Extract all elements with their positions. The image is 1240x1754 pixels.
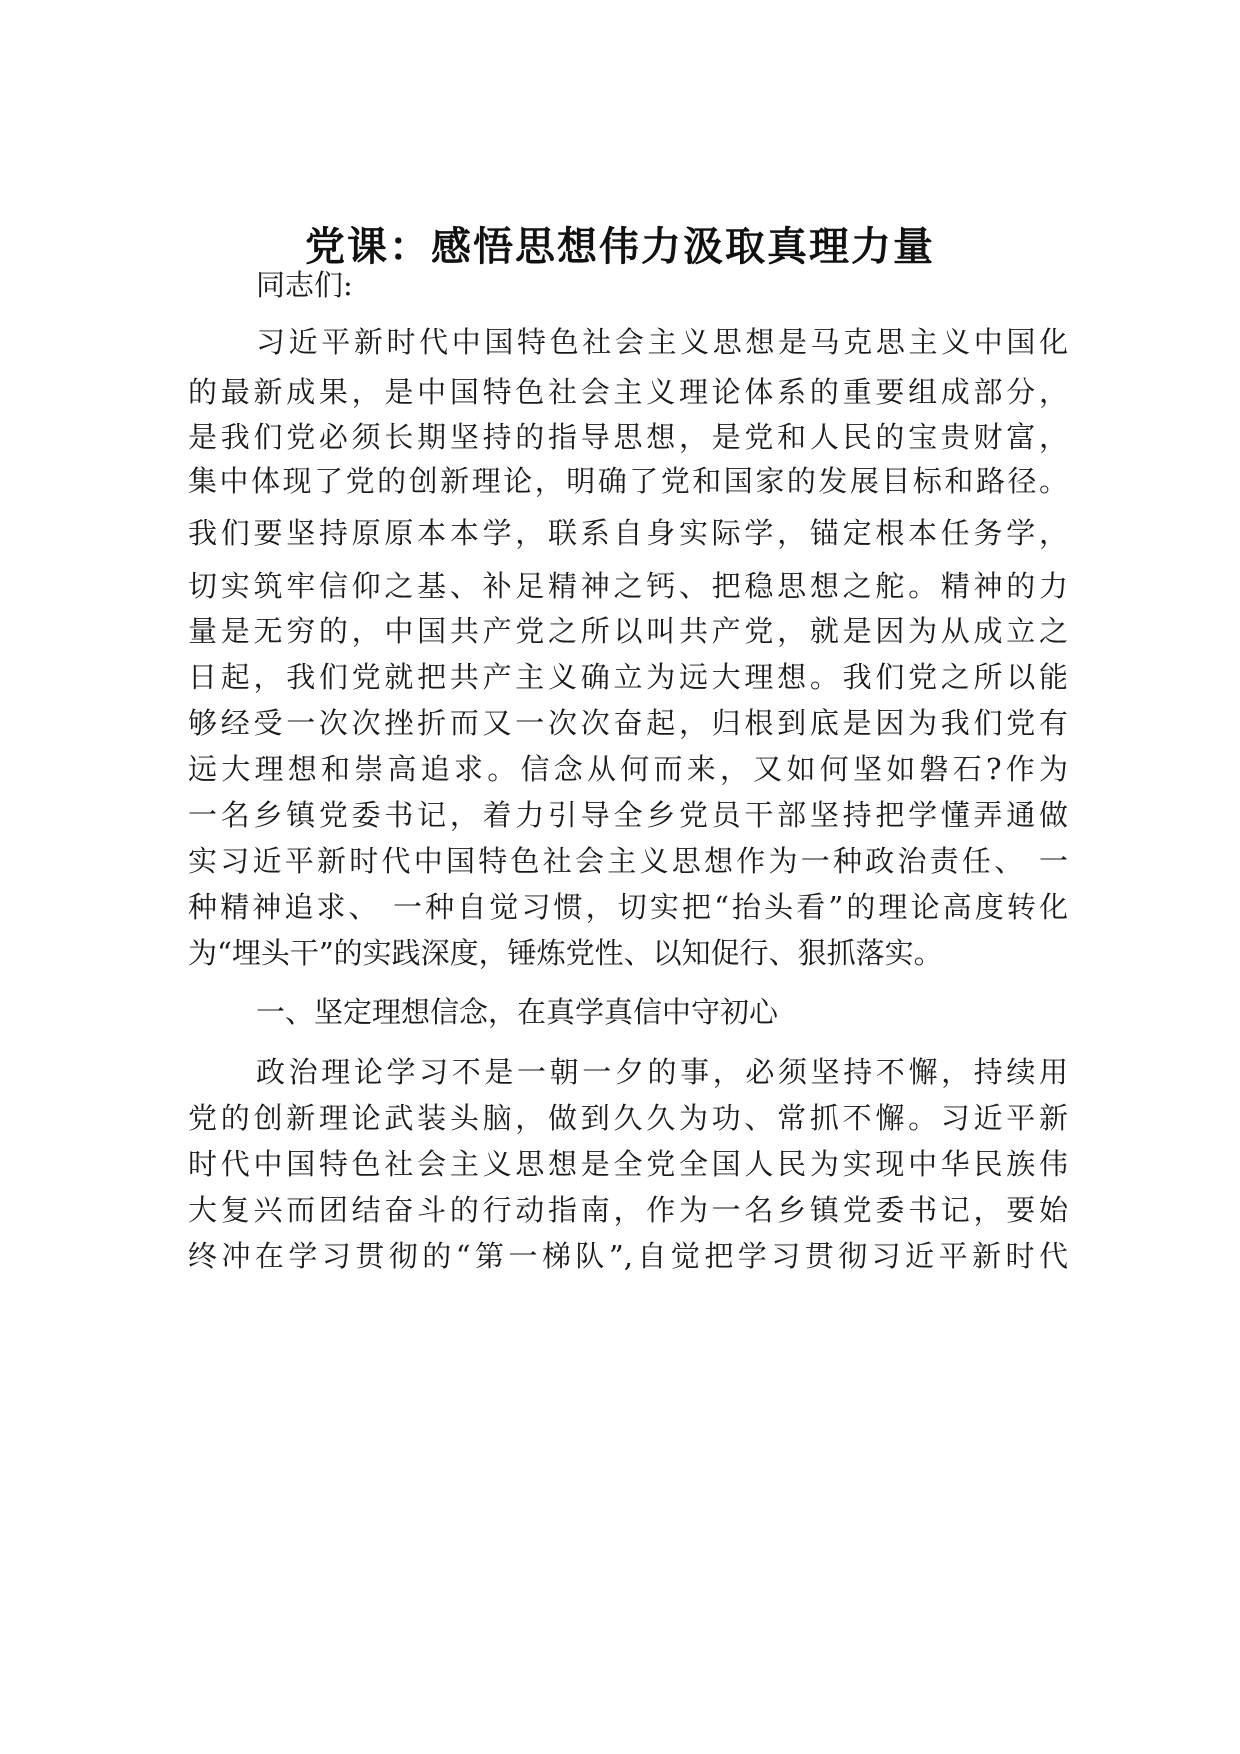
salutation: 同志们: — [256, 268, 353, 302]
paragraph-line: 种精神追求、 一种自觉习惯，切实把“抬头看”的理论高度转化 — [188, 890, 1068, 924]
paragraph-line: 为“埋头干”的实践深度，锤炼党性、以知促行、狠抓落实。 — [188, 936, 943, 970]
paragraph-line: 我们要坚持原原本本学，联系自身实际学，锚定根本任务学， — [188, 516, 1068, 550]
paragraph-line: 实习近平新时代中国特色社会主义思想作为一种政治责任、 一 — [188, 844, 1068, 878]
paragraph-line: 日起，我们党就把共产主义确立为远大理想。我们党之所以能 — [188, 660, 1068, 694]
paragraph-line: 集中体现了党的创新理论，明确了党和国家的发展目标和路径。 — [188, 464, 1068, 498]
paragraph-line: 远大理想和崇高追求。信念从何而来，又如何坚如磐石?作为 — [188, 752, 1068, 786]
paragraph-line: 是我们党必须长期坚持的指导思想，是党和人民的宝贵财富， — [188, 420, 1068, 454]
paragraph-line: 习近平新时代中国特色社会主义思想是马克思主义中国化 — [256, 325, 1068, 359]
paragraph-line: 切实筑牢信仰之基、补足精神之钙、把稳思想之舵。精神的力 — [188, 569, 1068, 603]
paragraph-line: 的最新成果，是中国特色社会主义理论体系的重要组成部分， — [188, 375, 1068, 409]
paragraph-line: 政治理论学习不是一朝一夕的事，必须坚持不懈，持续用 — [256, 1055, 1068, 1089]
document-title: 党课：感悟思想伟力汲取真理力量 — [305, 224, 935, 270]
paragraph-line: 够经受一次次挫折而又一次次奋起，归根到底是因为我们党有 — [188, 706, 1068, 740]
section-heading: 一、坚定理想信念，在真学真信中守初心 — [256, 995, 779, 1029]
paragraph-line: 时代中国特色社会主义思想是全党全国人民为实现中华民族伟 — [188, 1147, 1068, 1181]
paragraph-line: 量是无穷的，中国共产党之所以叫共产党，就是因为从成立之 — [188, 614, 1068, 648]
paragraph-line: 一名乡镇党委书记，着力引导全乡党员干部坚持把学懂弄通做 — [188, 798, 1068, 832]
paragraph-line: 党的创新理论武装头脑，做到久久为功、常抓不懈。习近平新 — [188, 1101, 1068, 1135]
paragraph-line: 大复兴而团结奋斗的行动指南，作为一名乡镇党委书记，要始 — [188, 1193, 1068, 1227]
paragraph-line: 终冲在学习贯彻的“第一梯队”,自觉把学习贯彻习近平新时代 — [188, 1239, 1068, 1273]
